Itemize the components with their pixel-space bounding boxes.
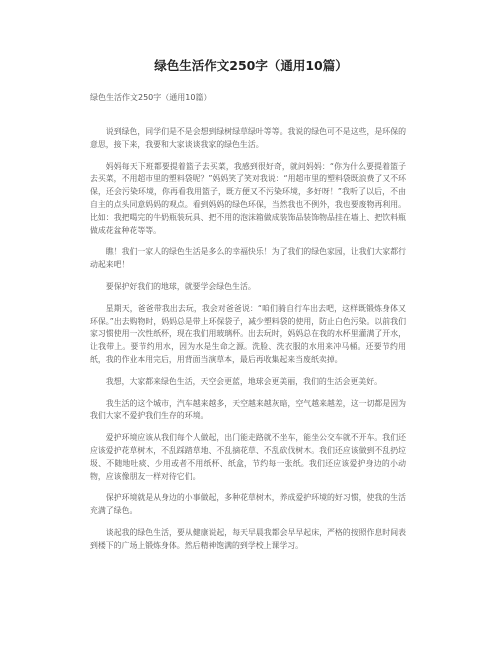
document-title: 绿色生活作文250字（通用10篇） <box>154 58 348 73</box>
paragraph: 星期天，爸爸带我出去玩，我会对爸爸说：“咱们骑自行车出去吧，这样既锻炼身体又环保。”出去购物时，妈妈总是带上环保袋子，减少塑料袋的使用，防止白色污染。以前我们家习惯使用一次性纸杯，现在我们用玻璃杯。出去玩时，妈妈总在我的水杯里灌满了开水，让我带上。要节约用水，因为水是生命之源。洗脸、洗衣服的水用来冲马桶。还要节约用纸，我的作业本用完后，用背面当演草本，最后再收集起来当废纸卖掉。 <box>90 303 406 364</box>
document-subtitle: 绿色生活作文250字（通用10篇） <box>90 93 212 102</box>
paragraph: 妈妈每天下班都要提着篮子去买菜，我感到很好奇，就问妈妈：“你为什么要提着篮子去买菜，不用超市里的塑料袋呢？”妈妈笑了笑对我说：“用超市里的塑料袋既浪费了又不环保，还会污染环境，你再看我用篮子，既方便又不污染环境，多好呀！”我听了以后，不由自主的点头同意妈妈的观点。看到妈妈的绿色环保，当然我也不例外，我也要废物再利用。比如：我把喝完的牛奶瓶装玩具、把不用的泡沫箱做成装饰品装饰物品挂在墙上、把饮料瓶做成花盆种花等等。 <box>90 161 406 235</box>
paragraph: 要保护好我们的地球，就要学会绿色生活。 <box>105 281 256 291</box>
paragraph: 我想，大家都来绿色生活，天空会更蓝，地球会更美丽，我们的生活会更美好。 <box>105 376 382 386</box>
paragraph: 谈起我的绿色生活，要从健康说起，每天早晨我都会早早起床，严格的按照作息时间表到楼下的广场上锻炼身体。然后精神饱满的到学校上课学习。 <box>90 527 406 550</box>
paragraph: 保护环境就是从身边的小事做起，多种花草树木，养成爱护环境的好习惯，使我的生活充满了绿色。 <box>90 493 406 516</box>
document-body <box>90 126 406 562</box>
paragraph: 我生活的这个城市，汽车越来越多，天空越来越灰暗，空气越来越差，这一切都是因为我们大家不爱护我们生存的环境。 <box>90 398 406 421</box>
paragraph: 瞧！我们一家人的绿色生活是多么的幸福快乐！为了我们的绿色家园，让我们大家都行动起来吧！ <box>90 247 406 270</box>
paragraph: 说到绿色，同学们是不是会想到绿树绿草绿叶等等。我说的绿色可不是这些，是环保的意思，接下来，我要和大家谈谈我家的绿色生活。 <box>90 127 406 149</box>
paragraph: 爱护环境应该从我们每个人做起，出门能走路就不坐车，能坐公交车就不开车。我们还应该爱护花草树木，不乱踩踏草地、不乱摘花草、不乱砍伐树木。我们还应该做到不乱扔垃圾、不随地吐痰、少用或者不用纸杯、纸盒，节约每一张纸。我们还应该爱护身边的小动物，应该像朋友一样对待它们。 <box>90 433 406 481</box>
